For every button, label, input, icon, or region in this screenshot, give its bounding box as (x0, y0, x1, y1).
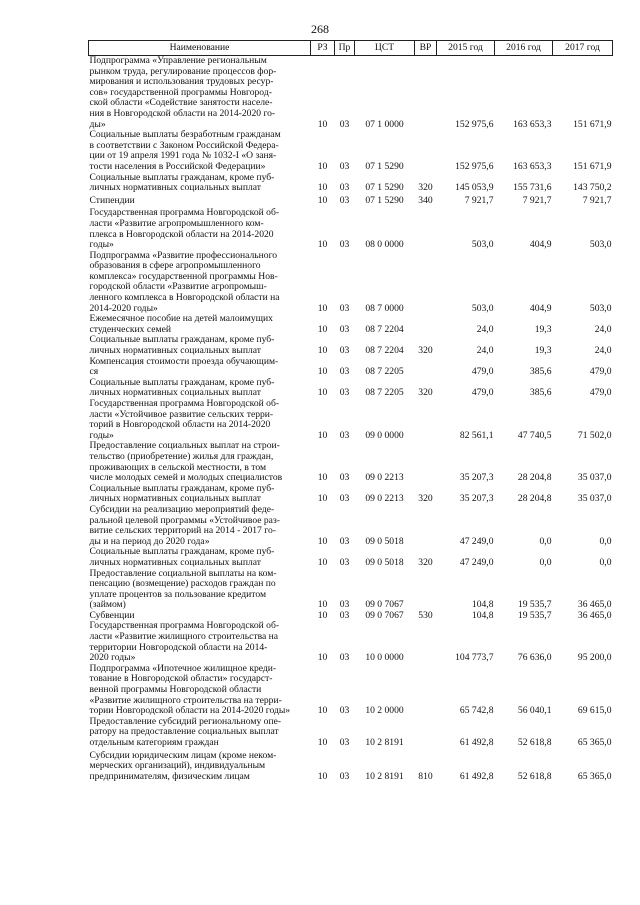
row-name-line: личных нормативных социальных выплат (89, 345, 261, 357)
row-pr: 03 (339, 118, 350, 130)
row-2017: 35 037,0 (577, 472, 612, 484)
row-name-line: ды и на период до 2020 года» (89, 535, 210, 547)
row-2015: 35 207,3 (459, 472, 494, 484)
row-name-line: ленного комплекса в Новгородской области на (89, 292, 280, 304)
row-2015: 104,8 (471, 609, 494, 621)
row-name-line: личных нормативных социальных выплат (89, 387, 261, 399)
row-pr: 03 (339, 182, 350, 194)
row-pr: 03 (339, 387, 350, 399)
row-2015: 479,0 (471, 366, 494, 378)
row-name (89, 378, 311, 399)
row-pr: 03 (339, 556, 350, 568)
row-2017: 479,0 (589, 387, 612, 399)
row-2017: 24,0 (594, 323, 612, 335)
row-name-line: Государственная программа Новгородской об- (89, 398, 280, 409)
row-name-line: тории Новгородской области на 2014-2020 годы» (89, 705, 291, 717)
row-name-line: Социальные выплаты гражданам, кроме пуб- (89, 334, 275, 346)
row-pr: 03 (339, 493, 350, 505)
col-header-pr: Пр (335, 41, 355, 56)
row-2017: 65 365,0 (577, 737, 612, 748)
table-row (89, 251, 613, 315)
row-pr: 03 (339, 302, 350, 314)
row-name-line: Предоставление социальных выплат на строи- (89, 440, 280, 452)
row-2015: 503,0 (471, 239, 494, 251)
row-pr: 03 (339, 345, 350, 357)
row-pr: 03 (339, 599, 350, 611)
row-name-line: территории Новгородской области на 2014- (89, 641, 268, 653)
row-pr: 03 (339, 770, 350, 782)
row-vr: 320 (418, 556, 433, 568)
row-name-line: витие сельских территорий на 2014 - 2017 го- (89, 525, 276, 537)
row-2017: 143 750,2 (573, 182, 612, 194)
row-name-line: Социальные выплаты безработным гражданам (89, 129, 281, 141)
row-name-line: Ежемесячное пособие на детей малоимущих (89, 313, 273, 325)
row-rz: 10 (317, 493, 328, 505)
table-row (89, 357, 613, 378)
row-2015: 104 773,7 (455, 652, 494, 664)
row-2016: 163 653,3 (513, 160, 552, 172)
row-2016: 19,3 (534, 323, 552, 335)
row-pr: 03 (339, 239, 350, 251)
row-cst: 08 7 2204 (365, 323, 404, 335)
row-2015: 61 492,8 (459, 737, 494, 748)
row-2017: 479,0 (589, 366, 612, 378)
row-name-line: проживающих в сельской местности, в том (89, 461, 267, 473)
row-name-line: тельство (приобретение) жилья для граждан, (89, 450, 274, 462)
row-rz: 10 (317, 599, 328, 611)
row-name (89, 717, 311, 749)
row-rz: 10 (317, 302, 328, 314)
row-2015: 35 207,3 (459, 493, 494, 505)
row-vr (415, 569, 437, 611)
row-2016: 28 204,8 (517, 493, 552, 505)
row-cst: 10 2 8191 (365, 737, 404, 748)
row-cst: 09 0 0000 (365, 429, 404, 441)
row-2017: 35 037,0 (577, 493, 612, 505)
table-row (89, 484, 613, 505)
row-2016: 47 740,5 (517, 429, 552, 441)
col-header-cst: ЦСТ (355, 41, 415, 56)
row-2015: 61 492,8 (459, 770, 494, 782)
row-2016: 0,0 (539, 556, 552, 568)
row-name-line: городской области «Развитие агропромыш- (89, 281, 267, 293)
row-pr: 03 (339, 194, 350, 206)
row-name-line: Подпрограмма «Развитие профессионального (89, 249, 278, 261)
row-name-line: плекса в Новгородской области на 2014-2020 (89, 228, 274, 240)
row-name-line: Социальные выплаты гражданам, кроме пуб- (89, 482, 275, 494)
row-vr: 320 (418, 182, 433, 194)
row-name-line: комплекса» государственной программы Нов- (89, 270, 278, 282)
row-rz: 10 (317, 323, 328, 335)
table-row (89, 194, 613, 207)
row-name (89, 357, 311, 378)
table-row (89, 441, 613, 483)
row-name (89, 484, 311, 505)
row-rz: 10 (317, 118, 328, 130)
row-name-line: ды» (89, 118, 106, 130)
row-name (89, 206, 311, 250)
row-2017: 0,0 (599, 535, 612, 547)
row-vr (415, 56, 437, 131)
row-2016: 385,6 (529, 366, 552, 378)
row-name (89, 56, 311, 131)
row-name-line: числе молодых семей и молодых специалистов (89, 472, 283, 484)
row-rz: 10 (317, 366, 328, 378)
row-name-line: мерческих организаций), индивидуальным (89, 760, 266, 772)
row-name-line: тости населения в Российской Федерации» (89, 160, 266, 172)
row-2017: 36 465,0 (577, 599, 612, 611)
row-rz: 10 (317, 770, 328, 782)
budget-table (88, 40, 613, 782)
row-name-line: личных нормативных социальных выплат (89, 493, 261, 505)
row-pr: 03 (339, 652, 350, 664)
row-name-line: Подпрограмма «Управление региональным (89, 55, 267, 66)
row-name-line: Социальные выплаты гражданам, кроме пуб- (89, 376, 275, 388)
row-cst: 08 0 0000 (365, 239, 404, 251)
row-rz: 10 (317, 609, 328, 621)
row-vr (415, 399, 437, 441)
row-vr (415, 441, 437, 483)
row-name-line: ральной целевой программы «Устойчивое раз- (89, 514, 280, 526)
row-vr: 320 (418, 345, 433, 357)
row-cst: 07 1 5290 (365, 182, 404, 194)
row-2015: 479,0 (471, 387, 494, 399)
row-name-line: тование в Новгородской области» государст- (89, 673, 273, 685)
row-2015: 152 975,6 (455, 118, 494, 130)
row-cst: 09 0 5018 (365, 535, 404, 547)
row-name-line: ласти «Развитие жилищного строительства на (89, 631, 279, 643)
row-name (89, 194, 311, 207)
table-row (89, 621, 613, 663)
row-cst: 08 7 2205 (365, 366, 404, 378)
row-rz: 10 (317, 194, 328, 206)
col-header-name: Наименование (89, 41, 311, 56)
table-row (89, 130, 613, 172)
row-vr (415, 717, 437, 749)
table-row (89, 206, 613, 250)
row-vr (415, 130, 437, 172)
row-name-line: Государственная программа Новгородской об- (89, 620, 280, 632)
table-row (89, 56, 613, 131)
row-name-line: Стипендии (89, 194, 135, 206)
row-cst: 08 7 2205 (365, 387, 404, 399)
row-name-line: ласти «Устойчивое развитие сельских терри- (89, 408, 274, 420)
row-name (89, 173, 311, 194)
row-2015: 145 053,9 (455, 182, 494, 194)
row-name (89, 547, 311, 568)
row-2015: 7 921,7 (464, 194, 494, 206)
col-header-rz: РЗ (311, 41, 335, 56)
table-row (89, 173, 613, 194)
row-name-line: сов» государственной программы Новгород- (89, 86, 272, 98)
row-rz: 10 (317, 239, 328, 251)
row-2016: 19 535,7 (517, 599, 552, 611)
row-cst: 09 0 7067 (365, 609, 404, 621)
row-2015: 82 561,1 (459, 429, 494, 441)
row-name (89, 335, 311, 356)
table-row (89, 399, 613, 441)
row-name-line: Подпрограмма «Ипотечное жилищное креди- (89, 662, 277, 674)
row-2017: 65 365,0 (577, 770, 612, 782)
col-header-2016: 2016 год (495, 41, 553, 56)
row-name-line: Компенсация стоимости проезда обучающим- (89, 355, 279, 367)
row-name (89, 441, 311, 483)
row-name-line: ласти «Развитие агропромышленного ком- (89, 217, 264, 229)
row-2017: 151 671,9 (573, 160, 612, 172)
row-pr: 03 (339, 609, 350, 621)
row-name-line: личных нормативных социальных выплат (89, 182, 261, 194)
row-vr: 320 (418, 493, 433, 505)
row-name-line: Государственная программа Новгородской об- (89, 207, 280, 219)
row-2016: 28 204,8 (517, 472, 552, 484)
row-cst: 10 0 0000 (365, 652, 404, 664)
row-2017: 503,0 (589, 239, 612, 251)
row-name-line: образования в сфере агропромышленного (89, 260, 261, 272)
row-2016: 385,6 (529, 387, 552, 399)
row-cst: 08 7 0000 (365, 302, 404, 314)
row-rz: 10 (317, 535, 328, 547)
row-2016: 155 731,6 (513, 182, 552, 194)
row-name-line: Предоставление социальной выплаты на ком- (89, 567, 277, 579)
row-vr (415, 664, 437, 717)
row-name-line: отдельным категориям граждан (89, 737, 219, 748)
row-name-line: ции от 19 апреля 1991 года № 1032-I «О заня- (89, 150, 277, 162)
table-row (89, 664, 613, 717)
row-name-line: (займом) (89, 599, 126, 611)
table-row (89, 717, 613, 749)
row-name (89, 749, 311, 783)
row-2017: 24,0 (594, 345, 612, 357)
row-name-line: ской области «Содействие занятости населе- (89, 97, 273, 109)
table-row (89, 378, 613, 399)
row-rz: 10 (317, 345, 328, 357)
row-name-line: Социальные выплаты гражданам, кроме пуб- (89, 171, 275, 183)
row-2015: 503,0 (471, 302, 494, 314)
row-name-line: пенсацию (возмещение) расходов граждан по (89, 578, 276, 590)
row-2017: 71 502,0 (577, 429, 612, 441)
row-2015: 104,8 (471, 599, 494, 611)
row-cst: 09 0 7067 (365, 599, 404, 611)
table-row (89, 547, 613, 568)
row-vr (415, 505, 437, 547)
row-name (89, 314, 311, 335)
table-header-row (89, 41, 613, 56)
row-cst: 09 0 5018 (365, 556, 404, 568)
row-name (89, 505, 311, 547)
row-name-line: 2020 годы» (89, 652, 136, 664)
row-pr: 03 (339, 323, 350, 335)
row-2017: 503,0 (589, 302, 612, 314)
row-name-line: Субсидии на реализацию мероприятий феде- (89, 503, 275, 515)
row-2015: 65 742,8 (459, 705, 494, 717)
row-2016: 56 040,1 (517, 705, 552, 717)
row-2017: 69 615,0 (577, 705, 612, 717)
row-vr (415, 251, 437, 315)
col-header-2015: 2015 год (437, 41, 495, 56)
row-pr: 03 (339, 737, 350, 748)
table-row (89, 505, 613, 547)
table-row (89, 314, 613, 335)
row-name (89, 621, 311, 663)
row-2016: 7 921,7 (522, 194, 552, 206)
row-vr (415, 621, 437, 663)
table-row (89, 749, 613, 783)
row-2016: 52 618,8 (517, 737, 552, 748)
row-2015: 47 249,0 (459, 535, 494, 547)
row-vr (415, 357, 437, 378)
col-header-2017: 2017 год (553, 41, 613, 56)
row-vr (415, 314, 437, 335)
row-vr: 340 (418, 194, 433, 206)
row-pr: 03 (339, 429, 350, 441)
row-pr: 03 (339, 160, 350, 172)
row-2017: 7 921,7 (582, 194, 612, 206)
row-rz: 10 (317, 556, 328, 568)
row-name-line: 2014-2020 годы» (89, 302, 158, 314)
row-pr: 03 (339, 472, 350, 484)
row-name-line: «Развитие жилищного строительства на терри- (89, 694, 282, 706)
row-rz: 10 (317, 387, 328, 399)
row-rz: 10 (317, 160, 328, 172)
row-2015: 24,0 (476, 323, 494, 335)
row-2016: 52 618,8 (517, 770, 552, 782)
row-cst: 09 0 2213 (365, 472, 404, 484)
row-cst: 09 0 2213 (365, 493, 404, 505)
row-name-line: Предоставление субсидий региональному опе- (89, 715, 282, 727)
row-cst: 07 1 5290 (365, 160, 404, 172)
row-name (89, 664, 311, 717)
row-name-line: ратору на предоставление социальных выплат (89, 726, 279, 738)
row-vr: 530 (418, 609, 433, 621)
row-2017: 151 671,9 (573, 118, 612, 130)
row-pr: 03 (339, 705, 350, 717)
row-2017: 36 465,0 (577, 609, 612, 621)
row-name-line: студенческих семей (89, 323, 171, 335)
row-name-line: венной программы Новгородской области (89, 684, 262, 696)
row-name-line: торий в Новгородской области на 2014-2020 (89, 419, 271, 431)
row-name-line: Социальные выплаты гражданам, кроме пуб- (89, 546, 275, 558)
table-row (89, 335, 613, 356)
row-name-line: годы» (89, 429, 114, 441)
row-name-line: Субвенции (89, 609, 135, 621)
row-2015: 24,0 (476, 345, 494, 357)
row-rz: 10 (317, 737, 328, 748)
row-pr: 03 (339, 535, 350, 547)
row-name-line: Субсидии юридическим лицам (кроме неком- (89, 749, 277, 761)
row-2015: 47 249,0 (459, 556, 494, 568)
row-pr: 03 (339, 366, 350, 378)
row-vr: 320 (418, 387, 433, 399)
row-name-line: мирования и использования трудовых ресур- (89, 76, 274, 88)
row-name-line: ся (89, 366, 99, 378)
row-cst: 10 2 8191 (365, 770, 404, 782)
row-2017: 95 200,0 (577, 652, 612, 664)
row-vr: 810 (418, 770, 433, 782)
row-2016: 19 535,7 (517, 609, 552, 621)
row-2015: 152 975,6 (455, 160, 494, 172)
row-rz: 10 (317, 705, 328, 717)
row-name-line: предпринимателям, физическим лицам (89, 770, 250, 782)
row-rz: 10 (317, 429, 328, 441)
row-name (89, 251, 311, 315)
row-rz: 10 (317, 472, 328, 484)
row-2016: 76 636,0 (517, 652, 552, 664)
row-name-line: личных нормативных социальных выплат (89, 556, 261, 568)
row-2017: 0,0 (599, 556, 612, 568)
row-name (89, 569, 311, 611)
row-cst: 08 7 2204 (365, 345, 404, 357)
row-2016: 19,3 (534, 345, 552, 357)
row-name-line: в соответствии с Законом Российской Федера- (89, 139, 279, 151)
table-row (89, 569, 613, 611)
row-2016: 404,9 (529, 302, 552, 314)
row-name-line: уплате процентов за пользование кредитом (89, 588, 267, 600)
row-cst: 10 2 0000 (365, 705, 404, 717)
row-name-line: рынком труда, регулирование процессов фор- (89, 65, 277, 77)
row-2016: 404,9 (529, 239, 552, 251)
row-rz: 10 (317, 652, 328, 664)
col-header-vr: ВР (415, 41, 437, 56)
row-name-line: ния в Новгородской области на 2014-2020 го- (89, 107, 276, 119)
row-cst: 07 1 0000 (365, 118, 404, 130)
row-name (89, 399, 311, 441)
row-cst: 07 1 5290 (365, 194, 404, 206)
row-rz: 10 (317, 182, 328, 194)
row-2016: 163 653,3 (513, 118, 552, 130)
row-name-line: годы» (89, 239, 114, 251)
row-vr (415, 206, 437, 250)
page-number: 268 (311, 22, 329, 36)
row-2016: 0,0 (539, 535, 552, 547)
row-name (89, 130, 311, 172)
